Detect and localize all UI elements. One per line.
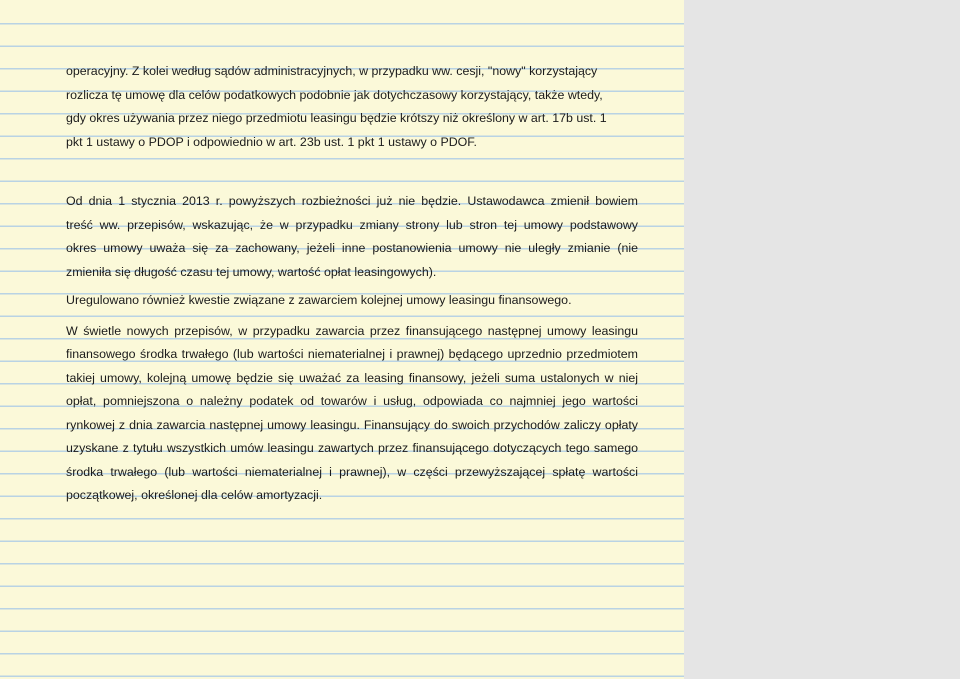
paragraph-2-line: okres umowy uważa się za zachowany, jeżeli inne postanowienia umowy nie uległy zmianie (nie — [66, 241, 638, 256]
paragraph-1-line: operacyjny. Z kolei według sądów administracyjnych, w przypadku ww. cesji, "nowy" korzystający — [66, 64, 598, 78]
paragraph-1-line: rozlicza tę umowę dla celów podatkowych podobnie jak dotychczasowy korzystający, także wtedy, — [66, 87, 603, 102]
paragraph-2-line: Od dnia 1 stycznia 2013 r. powyższych rozbieżności już nie będzie. Ustawodawca zmienił bowiem — [66, 194, 638, 208]
paragraph-3: Uregulowano również kwestie związane z zawarciem kolejnej umowy leasingu finansowego. — [66, 293, 572, 307]
paragraph-1-line: pkt 1 ustawy o PDOP i odpowiednio w art. 23b ust. 1 pkt 1 ustawy o PDOF. — [66, 134, 477, 149]
paragraph-2-line: treść ww. przepisów, wskazując, że w przypadku zmiany strony lub stron tej umowy podstawowy — [66, 217, 638, 232]
side-panel — [684, 0, 960, 679]
paragraph-2 — [66, 190, 638, 284]
paragraph-4: W świetle nowych przepisów, w przypadku zawarcia przez finansującego następnej umowy leasingu finansowego środka trwałego (lub wartości niematerialnej i prawnej) będącego uprzednio przedmiotem takiej umowy, kolejną umowę będzie się uważać za leasing finansowy, jeżeli suma ustalonych w niej opłat, pomniejszona o należny podatek od towarów i usług, odpowiada co najmniej jego wartości rynkowej z dnia zawarcia następnej umowy leasingu. Finansujący do swoich przychodów zaliczy opłaty uzyskane z tytułu wszystkich umów leasingu zawartych przez finansującego dotyczących tego samego środka trwałego (lub wartości niematerialnej i prawnej), w części przewyższającej spłatę wartości początkowej, określonej dla celów amortyzacji. — [66, 324, 638, 503]
paragraph-2-line: zmieniła się długość czasu tej umowy, wartość opłat leasingowych). — [66, 264, 437, 279]
paragraph-1 — [66, 60, 638, 154]
paragraph-1-line: gdy okres używania przez niego przedmiotu leasingu będzie krótszy niż określony w art. 17b ust. 1 — [66, 111, 607, 125]
